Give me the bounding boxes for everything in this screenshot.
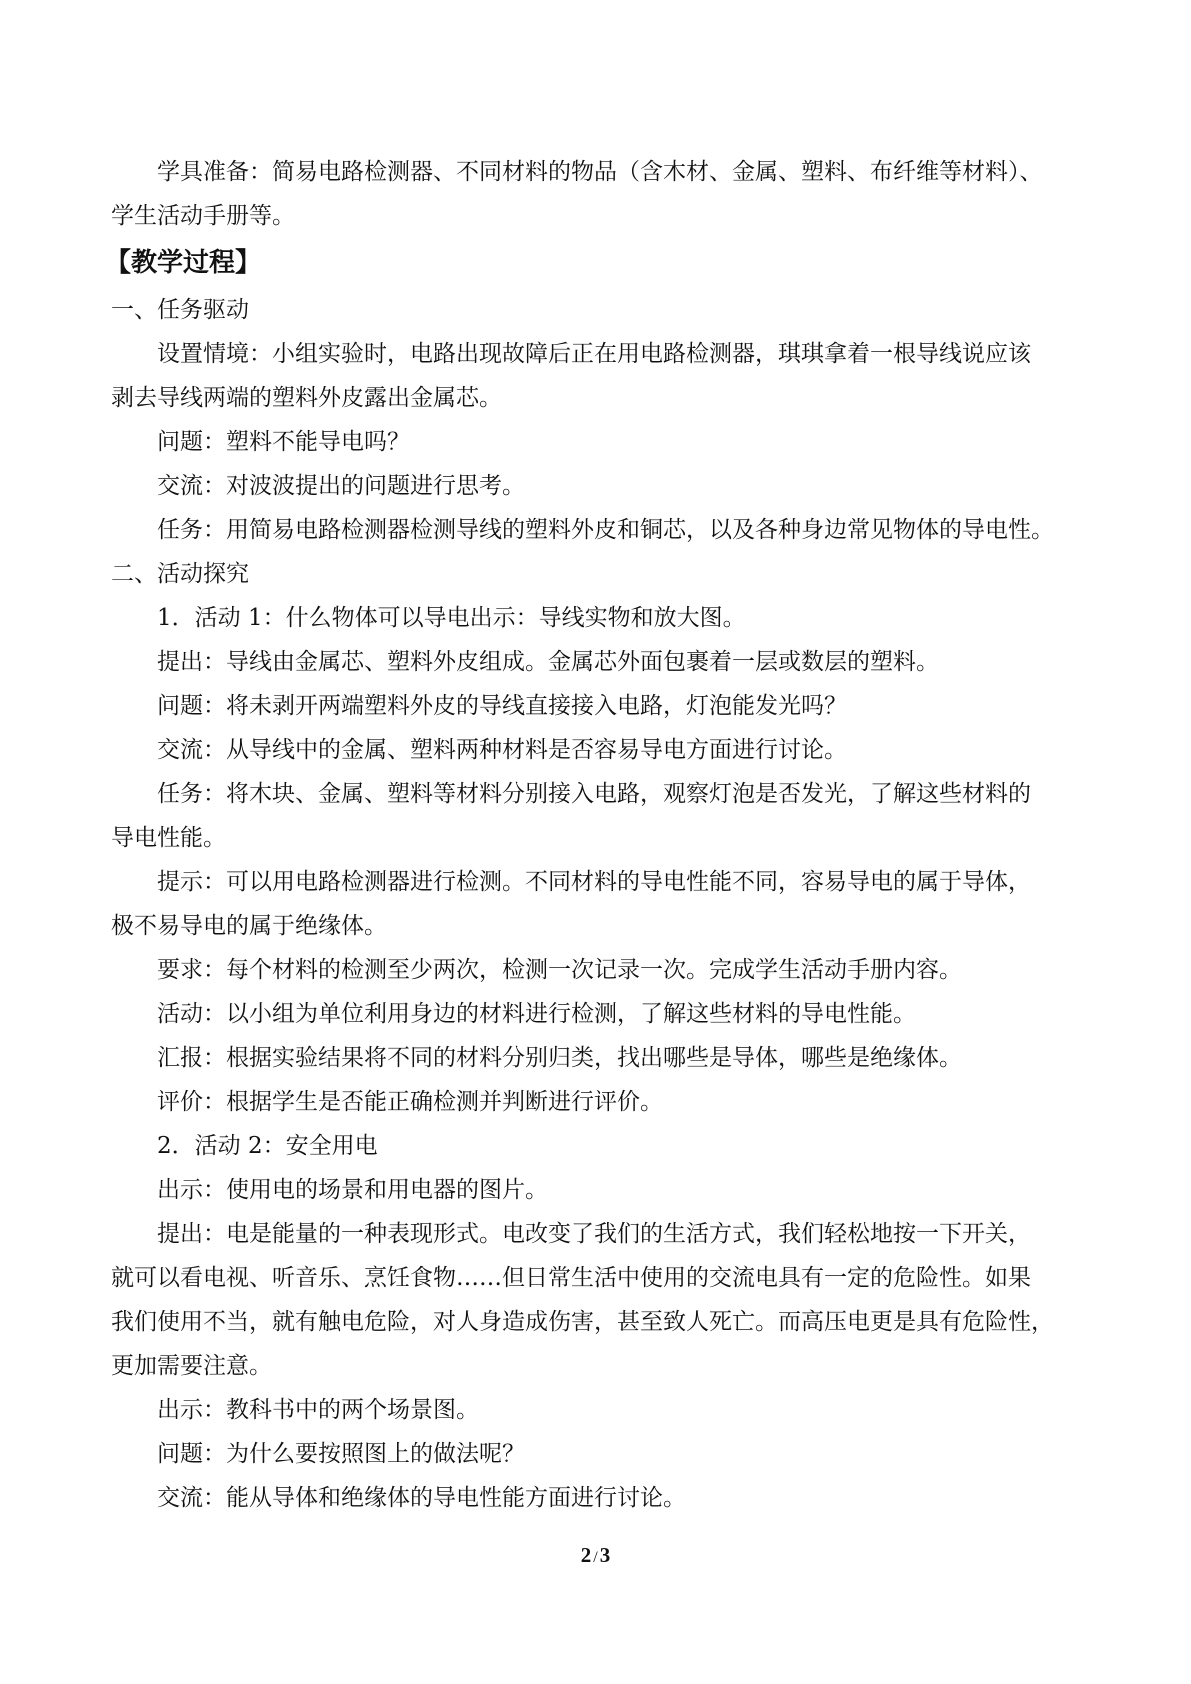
document-body bbox=[105, 150, 1081, 1520]
page-number bbox=[0, 1543, 1191, 1568]
paragraph-materials-line2: 学生活动手册等。 bbox=[111, 203, 295, 229]
paragraph-show-1: 出示：使用电的场景和用电器的图片。 bbox=[157, 1177, 548, 1203]
paragraph-requirement: 要求：每个材料的检测至少两次，检测一次记录一次。完成学生活动手册内容。 bbox=[157, 957, 962, 983]
paragraph-show-2: 出示：教科书中的两个场景图。 bbox=[157, 1397, 479, 1423]
paragraph-question-3: 问题：为什么要按照图上的做法呢？ bbox=[157, 1441, 525, 1467]
paragraph-task-1: 任务：用简易电路检测器检测导线的塑料外皮和铜芯，以及各种身边常见物体的导电性。 bbox=[157, 517, 1054, 543]
paragraph-exchange-1: 交流：对波波提出的问题进行思考。 bbox=[157, 473, 525, 499]
paragraph-propose-1: 提出：导线由金属芯、塑料外皮组成。金属芯外面包裹着一层或数层的塑料。 bbox=[157, 649, 939, 675]
paragraph-evaluation: 评价：根据学生是否能正确检测并判断进行评价。 bbox=[157, 1089, 663, 1115]
section-heading-teaching-process: 【教学过程】 bbox=[105, 248, 262, 278]
section-title-task-driven: 一、任务驱动 bbox=[111, 297, 249, 323]
paragraph-report: 汇报：根据实验结果将不同的材料分别归类，找出哪些是导体，哪些是绝缘体。 bbox=[157, 1045, 962, 1071]
paragraph-propose-2-line3: 我们使用不当，就有触电危险，对人身造成伤害，甚至致人死亡。而高压电更是具有危险性， bbox=[111, 1309, 1054, 1335]
paragraph-activity-2: 2．活动 2：安全用电 bbox=[157, 1133, 378, 1159]
paragraph-hint-line2: 极不易导电的属于绝缘体。 bbox=[111, 913, 387, 939]
paragraph-propose-2-line2: 就可以看电视、听音乐、烹饪食物……但日常生活中使用的交流电具有一定的危险性。如果 bbox=[111, 1265, 1031, 1291]
paragraph-propose-2-line1: 提出：电是能量的一种表现形式。电改变了我们的生活方式，我们轻松地按一下开关， bbox=[157, 1221, 1031, 1247]
page-number-total: 3 bbox=[599, 1543, 611, 1567]
paragraph-activity-group: 活动：以小组为单位利用身边的材料进行检测，了解这些材料的导电性能。 bbox=[157, 1001, 916, 1027]
paragraph-question-1: 问题：塑料不能导电吗？ bbox=[157, 429, 410, 455]
page-number-current: 2 bbox=[580, 1543, 592, 1567]
paragraph-setting-line1: 设置情境：小组实验时，电路出现故障后正在用电路检测器，琪琪拿着一根导线说应该 bbox=[157, 341, 1031, 367]
paragraph-hint-line1: 提示：可以用电路检测器进行检测。不同材料的导电性能不同，容易导电的属于导体， bbox=[157, 869, 1031, 895]
section-title-activity-exploration: 二、活动探究 bbox=[111, 561, 249, 587]
page-number-separator: / bbox=[593, 1549, 598, 1566]
paragraph-setting-line2: 剥去导线两端的塑料外皮露出金属芯。 bbox=[111, 385, 502, 411]
paragraph-exchange-2: 交流：从导线中的金属、塑料两种材料是否容易导电方面进行讨论。 bbox=[157, 737, 847, 763]
paragraph-task-2-line2: 导电性能。 bbox=[111, 825, 226, 851]
paragraph-propose-2-line4: 更加需要注意。 bbox=[111, 1353, 272, 1379]
paragraph-materials-line1: 学具准备：简易电路检测器、不同材料的物品（含木材、金属、塑料、布纤维等材料）、 bbox=[157, 159, 1043, 185]
paragraph-task-2-line1: 任务：将木块、金属、塑料等材料分别接入电路，观察灯泡是否发光，了解这些材料的 bbox=[157, 781, 1031, 807]
paragraph-question-2: 问题：将未剥开两端塑料外皮的导线直接接入电路，灯泡能发光吗？ bbox=[157, 693, 847, 719]
paragraph-exchange-3: 交流：能从导体和绝缘体的导电性能方面进行讨论。 bbox=[157, 1485, 686, 1511]
paragraph-activity-1: 1．活动 1：什么物体可以导电出示：导线实物和放大图。 bbox=[157, 605, 746, 631]
